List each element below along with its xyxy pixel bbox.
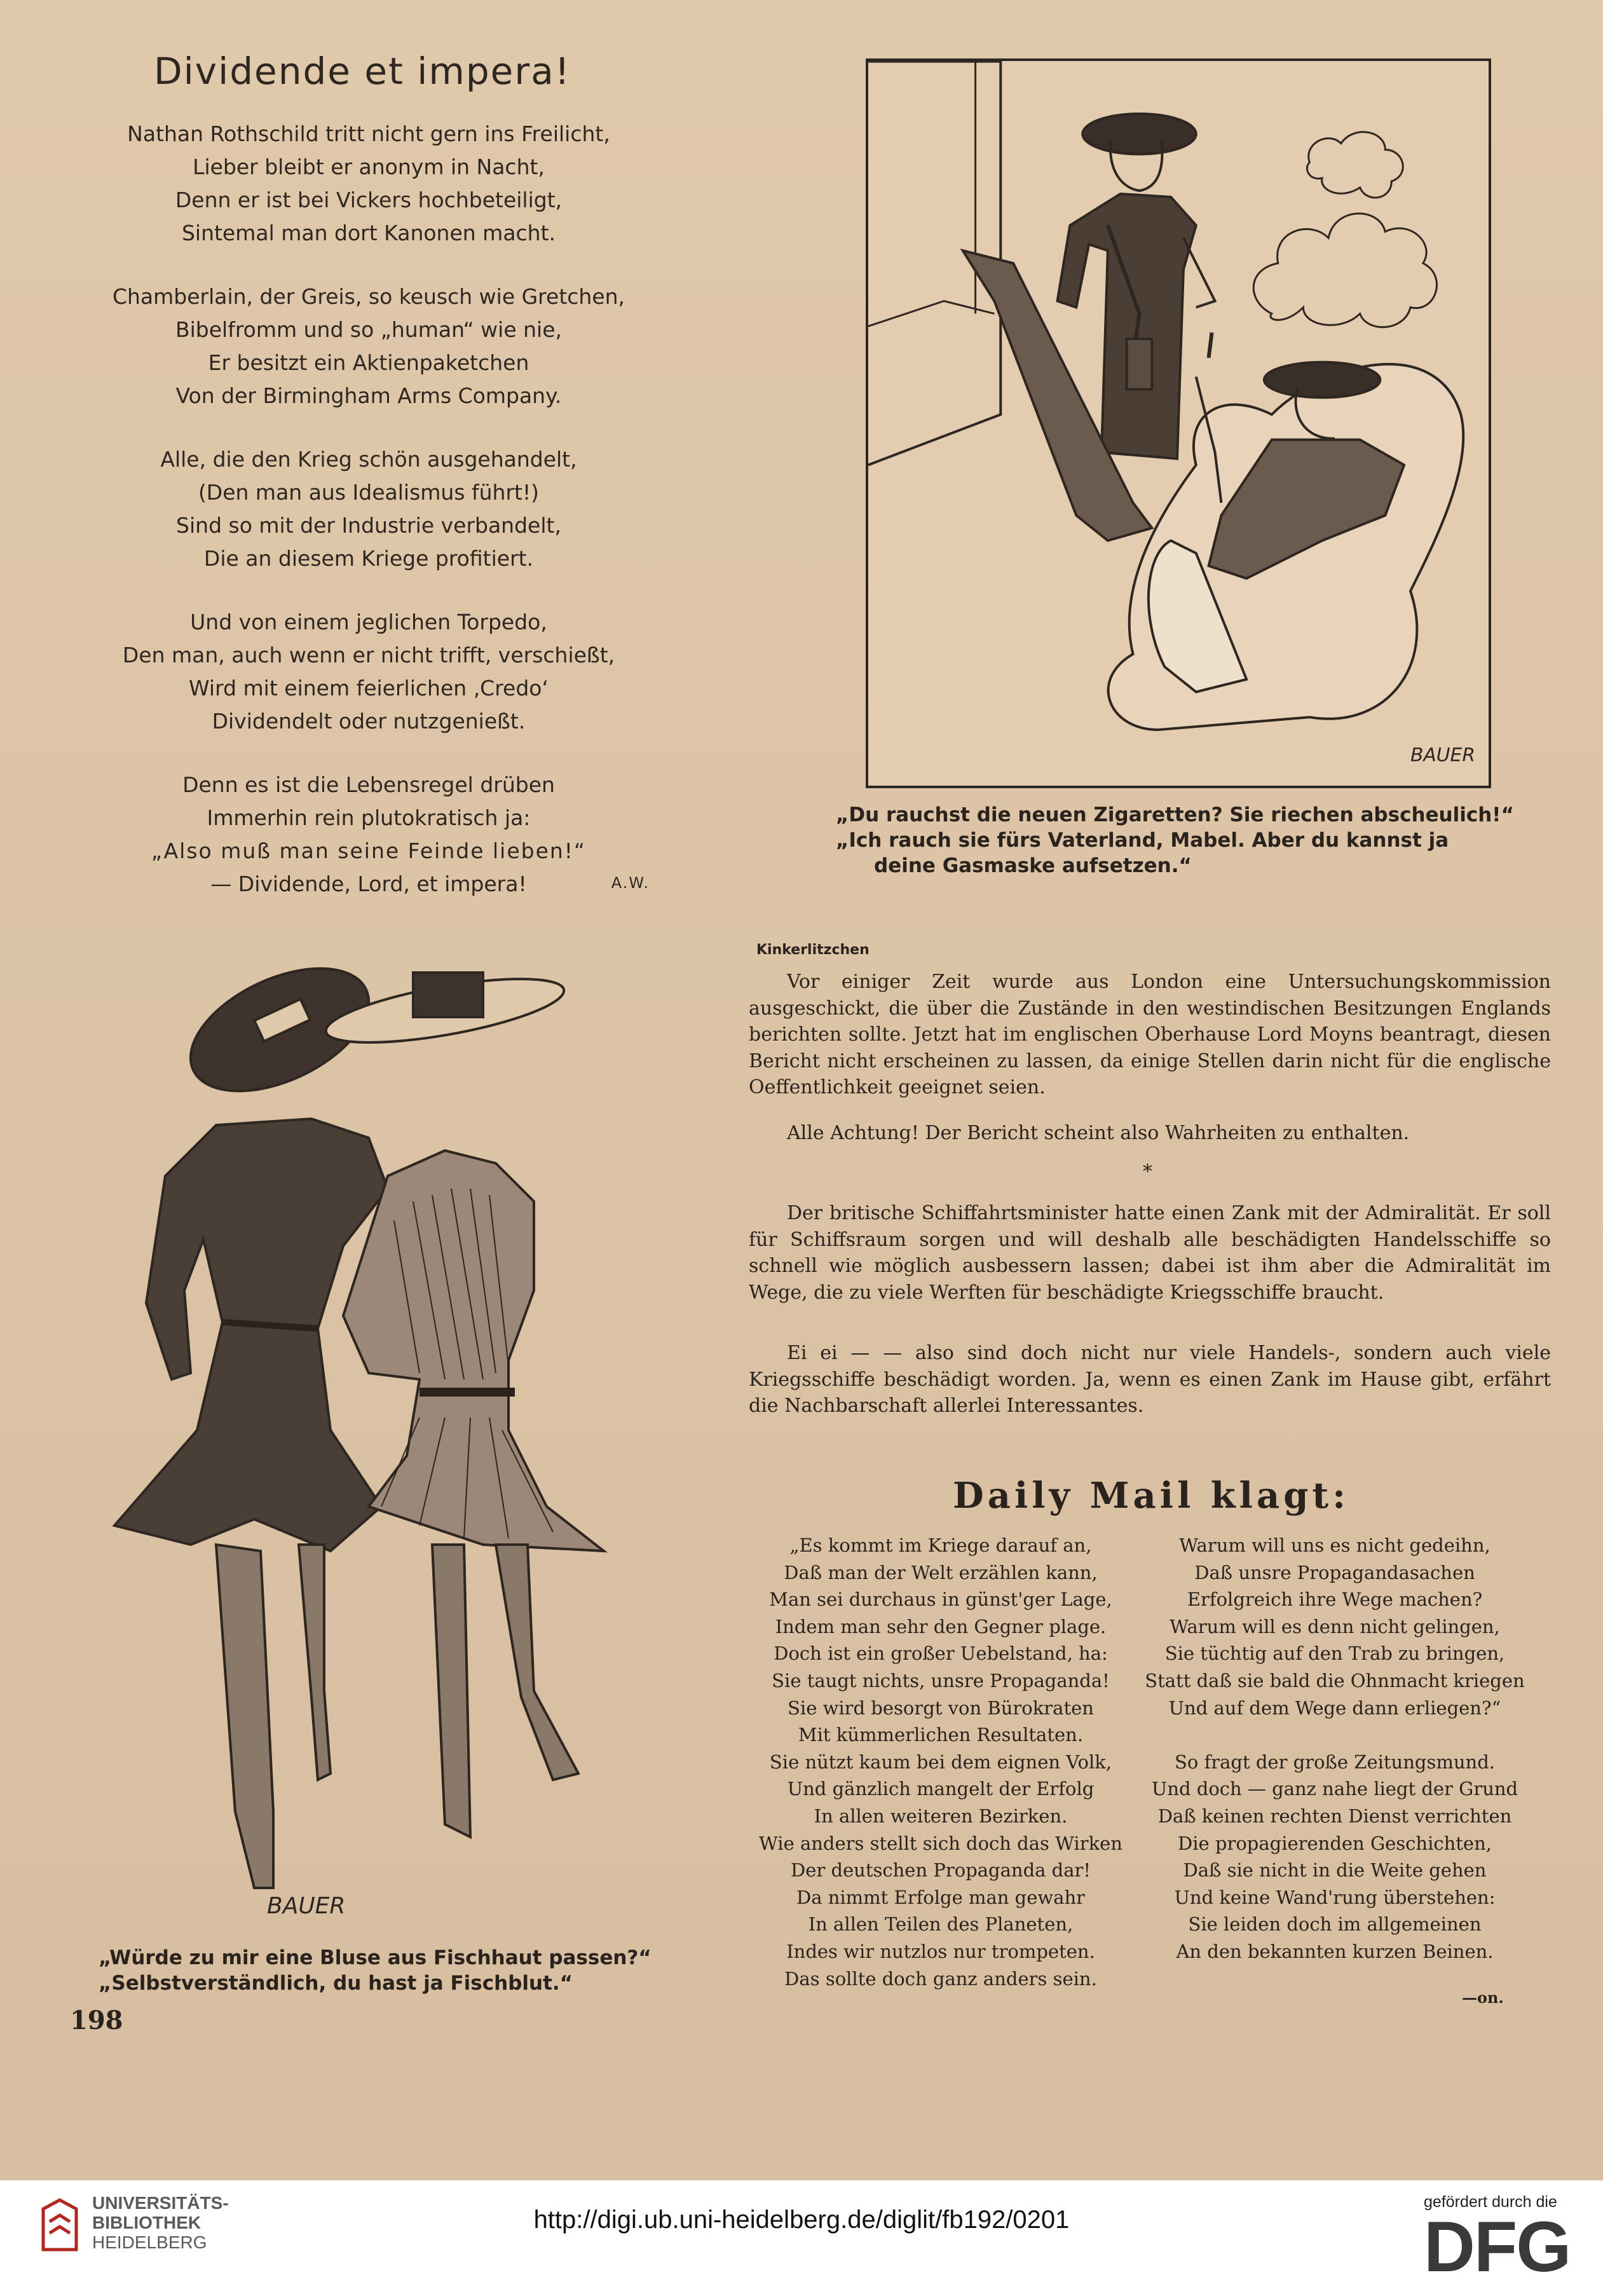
- poem-stanza: [95, 443, 642, 575]
- poem-line: Sie wird besorgt von Bürokraten: [788, 1697, 1094, 1719]
- poem-line: Indem man sehr den Gegner plage.: [775, 1615, 1107, 1637]
- dfg-logo: DFG: [1424, 2207, 1571, 2286]
- paragraph-text: Alle Achtung! Der Bericht scheint also Wahrheiten zu enthalten.: [787, 1122, 1410, 1144]
- separator-asterisk: *: [1143, 1161, 1152, 1183]
- poem-line: Daß sie nicht in die Weite gehen: [1183, 1859, 1487, 1882]
- poem-line: (Den man aus Idealismus führt!): [198, 480, 540, 505]
- cartoon-smoking-drawing: [868, 61, 1489, 786]
- poem-line: In allen Teilen des Planeten,: [808, 1913, 1074, 1936]
- caption-line: deine Gasmaske aufsetzen.“: [874, 854, 1192, 877]
- poem-line: Man sei durchaus in günst'ger Lage,: [769, 1589, 1112, 1611]
- caption-line: „Selbstverständlich, du hast ja Fischblut.“: [99, 1972, 573, 1995]
- poem-line: Statt daß sie bald die Ohnmacht kriegen: [1145, 1669, 1525, 1691]
- poem-line: So fragt der große Zeitungsmund.: [1175, 1751, 1495, 1773]
- poem-line: Wie anders stellt sich doch das Wirken: [759, 1832, 1122, 1854]
- paragraph: [749, 1340, 1551, 1419]
- poem-line: Das sollte doch ganz anders sein.: [784, 1967, 1097, 1990]
- poem-line: Und doch — ganz nahe liegt der Grund: [1151, 1778, 1518, 1800]
- page-number: 198: [70, 2006, 123, 2035]
- poem-line: Daß keinen rechten Dienst verrichten: [1157, 1805, 1512, 1827]
- caption-line: „Du rauchst die neuen Zigaretten? Sie riechen abscheulich!“: [836, 803, 1514, 826]
- poem-line: Immerhin rein plutokratisch ja:: [207, 805, 531, 830]
- poem-line: Sie tüchtig auf den Trab zu bringen,: [1164, 1643, 1505, 1665]
- poem-line: Und gänzlich mangelt der Erfolg: [787, 1778, 1095, 1800]
- poem-line: Bibelfromm und so „human“ wie nie,: [175, 317, 563, 342]
- poem-line: „Also muß man seine Feinde lieben!“: [151, 838, 587, 863]
- poem-stanza: [95, 118, 642, 250]
- cartoon-two-ladies-drawing: [89, 934, 674, 1939]
- cartoon-smoking-caption: [836, 802, 1514, 878]
- poem-line: Sie nützt kaum bei dem eignen Volk,: [769, 1751, 1112, 1773]
- paragraph-text: Ei ei — — also sind doch nicht nur viele Handels-, sondern auch viele Kriegsschiffe beschädigt worden. Ja, wenn es einen Zank im Hause gibt, erfährt die Nachbarschaft allerlei Interessantes.: [749, 1342, 1551, 1417]
- source-url-link[interactable]: http://digi.ub.uni-heidelberg.de/diglit/fb192/0201: [533, 2206, 1070, 2234]
- library-name-line: UNIVERSITÄTS-: [92, 2193, 229, 2213]
- poem-line: Und keine Wand'rung überstehen:: [1174, 1886, 1496, 1908]
- poem-line: Da nimmt Erfolge man gewahr: [796, 1886, 1086, 1908]
- poem-line: Die propagierenden Geschichten,: [1177, 1832, 1492, 1854]
- poem-line: — Dividende, Lord, et impera!: [210, 871, 527, 896]
- poem: [95, 118, 650, 931]
- library-name-line: BIBLIOTHEK: [92, 2213, 201, 2232]
- section-heading-kinkerlitzchen: Kinkerlitzchen: [756, 942, 870, 958]
- poem-line: Von der Birmingham Arms Company.: [175, 383, 562, 408]
- poem-line: Erfolgreich ihre Wege machen?: [1187, 1589, 1483, 1611]
- poem-signature: A.W.: [611, 874, 650, 892]
- poem-stanza: [95, 280, 642, 413]
- cartoon-two-ladies-caption: [99, 1945, 671, 1996]
- footer-bar: [0, 2180, 1603, 2296]
- daily-mail-column-left: [744, 1532, 1138, 1992]
- poem-line: Chamberlain, der Greis, so keusch wie Gretchen,: [112, 284, 625, 309]
- poem-line: Und von einem jeglichen Torpedo,: [190, 610, 547, 634]
- poem-stanza: [95, 769, 650, 901]
- paragraph: [749, 1120, 1551, 1147]
- poem-line: Denn es ist die Lebensregel drüben: [182, 772, 555, 797]
- poem-line: Sie leiden doch im allgemeinen: [1188, 1913, 1482, 1936]
- poem-line: Warum will uns es nicht gedeihn,: [1179, 1534, 1490, 1556]
- cartoon-smoking-illustration: [866, 58, 1491, 788]
- poem-line: Wird mit einem feierlichen ‚Credo‘: [189, 676, 549, 700]
- poem-line: Doch ist ein großer Uebelstand, ha:: [774, 1643, 1108, 1665]
- poem-line: Die an diesem Kriege profitiert.: [203, 546, 534, 571]
- poem-line: Alle, die den Krieg schön ausgehandelt,: [160, 447, 577, 472]
- poem-line: Sind so mit der Industrie verbandelt,: [176, 513, 561, 538]
- poem-stanza: [95, 606, 642, 738]
- poem-line: Sie taugt nichts, unsre Propaganda!: [772, 1669, 1110, 1691]
- caption-line: „Würde zu mir eine Bluse aus Fischhaut passen?“: [99, 1946, 651, 1969]
- poem-line: Den man, auch wenn er nicht trifft, verschießt,: [122, 643, 615, 667]
- poem-title-daily-mail: Daily Mail klagt:: [953, 1475, 1349, 1517]
- poem-line: Dividendelt oder nutzgenießt.: [212, 709, 526, 734]
- poem-line: Mit kümmerlichen Resultaten.: [798, 1724, 1084, 1746]
- poem-line: Warum will es denn nicht gelingen,: [1170, 1615, 1500, 1637]
- poem-line: Lieber bleibt er anonym in Nacht,: [193, 154, 545, 179]
- poem-line: Sintemal man dort Kanonen macht.: [181, 221, 556, 245]
- paragraph: [749, 1200, 1551, 1306]
- cartoon-two-ladies-illustration: [89, 934, 674, 1939]
- poem-title: Dividende et impera!: [153, 50, 571, 93]
- poem-line: „Es kommt im Kriege darauf an,: [789, 1534, 1092, 1556]
- poem-line: Indes wir nutzlos nur trompeten.: [786, 1940, 1095, 1962]
- poem-line: Daß man der Welt erzählen kann,: [784, 1561, 1098, 1583]
- poem-line: In allen weiteren Bezirken.: [814, 1805, 1068, 1827]
- daily-mail-signature: —on.: [1462, 1988, 1504, 2007]
- poem-line: Nathan Rothschild tritt nicht gern ins Freilicht,: [127, 121, 610, 146]
- poem-line: An den bekannten kurzen Beinen.: [1176, 1940, 1494, 1962]
- caption-line: „Ich rauch sie fürs Vaterland, Mabel. Aber du kannst ja: [836, 829, 1449, 852]
- cartoon-artist-signature: BAUER: [1410, 744, 1476, 767]
- paragraph: [749, 969, 1551, 1101]
- poem-line: Der deutschen Propaganda dar!: [790, 1859, 1091, 1882]
- poem-line: Daß unsre Propagandasachen: [1194, 1561, 1475, 1583]
- library-name-line: HEIDELBERG: [92, 2232, 207, 2252]
- poem-line: Denn er ist bei Vickers hochbeteiligt,: [175, 188, 563, 212]
- cartoon-artist-signature: BAUER: [267, 1893, 346, 1919]
- paragraph-text: Der britische Schiffahrtsminister hatte einen Zank mit der Admiralität. Er soll für Schiffsraum sorgen und will deshalb alle beschädigten Handelsschiffe so schnell wie möglich ausbessern lassen; dabei ist ihm aber die Admiralität im Wege, die zu viele Werften für beschädigte Kriegsschiffe braucht.: [749, 1202, 1551, 1304]
- poem-line: Und auf dem Wege dann erliegen?“: [1168, 1697, 1501, 1719]
- sponsor-note: gefördert durch die: [1424, 2193, 1557, 2211]
- daily-mail-column-right: [1138, 1532, 1532, 1965]
- paragraph-text: Vor einiger Zeit wurde aus London eine Untersuchungskommission ausgeschickt, die über die Zustände in den westindischen Besitzungen Englands berichten sollte. Jetzt hat im englischen Oberhause Lord Moyns beantragt, diesen Bericht nicht erscheinen zu lassen, da einige Stellen darin nicht für die englische Oeffentlichkeit geeignet seien.: [749, 971, 1551, 1098]
- poem-line: Er besitzt ein Aktienpaketchen: [208, 350, 529, 375]
